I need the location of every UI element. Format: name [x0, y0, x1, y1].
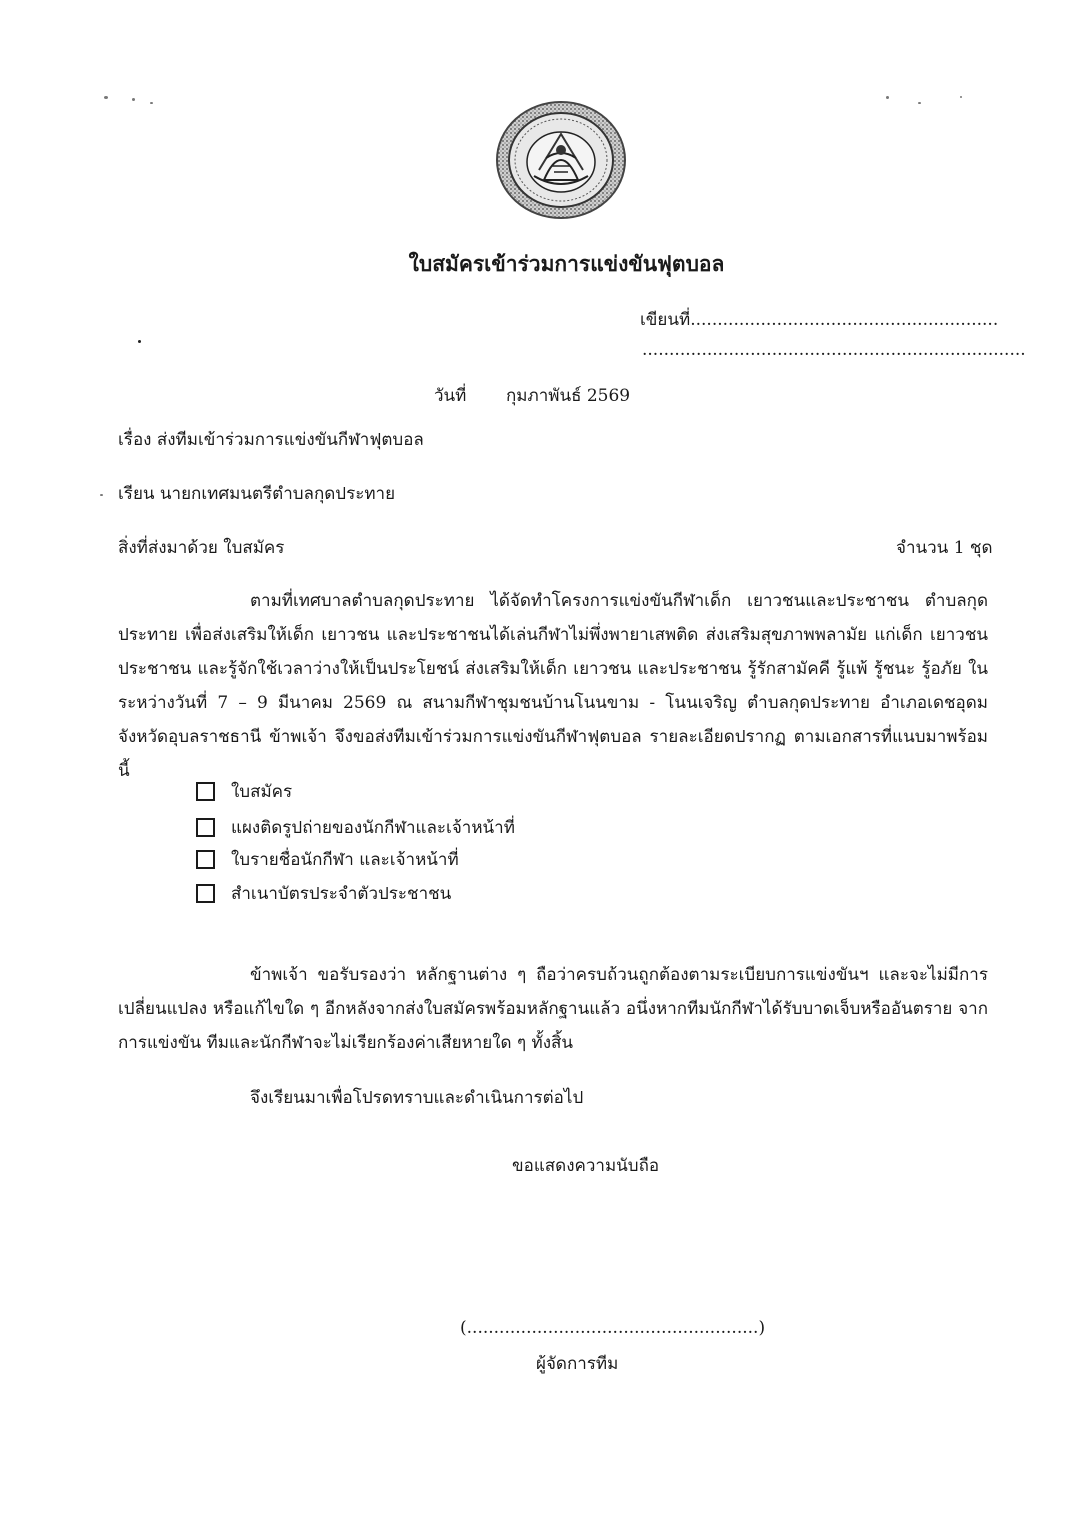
- date-value: กุมภาพันธ์ 2569: [506, 386, 631, 406]
- address-line: .......................................................................: [642, 340, 1026, 360]
- checklist-item: [196, 846, 459, 872]
- scan-speck: [138, 340, 141, 343]
- checklist-item: [196, 814, 515, 840]
- enclosure-label: สิ่งที่ส่งมาด้วย ใบสมัคร: [118, 538, 285, 558]
- checklist-item-label: สำเนาบัตรประจำตัวประชาชน: [231, 883, 452, 904]
- checklist-item-label: แผงติดรูปถ่ายของนักกีฬาและเจ้าหน้าที่: [231, 817, 515, 838]
- regards-text: ขอแสดงความนับถือ: [512, 1156, 660, 1176]
- checklist-item: [196, 880, 451, 906]
- scan-speck: [100, 494, 103, 496]
- subject-line: เรื่อง ส่งทีมเข้าร่วมการแข่งขันกีฬาฟุตบอล: [118, 430, 424, 450]
- signer-title: ผู้จัดการทีม: [536, 1354, 619, 1374]
- checklist-item-label: ใบสมัคร: [231, 781, 293, 802]
- scan-speck: [104, 96, 108, 99]
- checklist-item: [196, 778, 292, 804]
- scan-speck: [150, 102, 153, 104]
- checkbox-icon[interactable]: [196, 818, 215, 837]
- scan-speck: [960, 96, 962, 98]
- checkbox-icon[interactable]: [196, 850, 215, 869]
- closing-line: จึงเรียนมาเพื่อโปรดทราบและดำเนินการต่อไป: [250, 1088, 584, 1108]
- signature-line: (......................................................): [460, 1318, 766, 1338]
- body-paragraph-1: ตามที่เทศบาลตำบลกุดประทาย ได้จัดทำโครงการแข่งขันกีฬาเด็ก เยาวชนและประชาชน ตำบลกุดประทาย เพื่อส่งเสริมให้เด็ก เยาวชน และประชาชนได้เล่นกีฬาไม่พึ่งพายาเสพติด ส่งเสริมสุขภาพพลามัย แก่เด็ก เยาวชน ประชาชน และรู้จักใช้เวลาว่างให้เป็นประโยชน์ ส่งเสริมให้เด็ก เยาวชน และประชาชน รู้รักสามัคคี รู้แพ้ รู้ชนะ รู้อภัย ในระหว่างวันที่ 7 – 9 มีนาคม 2569 ณ สนามกีฬาชุมชนบ้านโนนขาม - โนนเจริญ ตำบลกุดประทาย อำเภอเดชอุดม จังหวัดอุบลราชธานี ข้าพเจ้า จึงขอส่งทีมเข้าร่วมการแข่งขันกีฬาฟุตบอล รายละเอียดปรากฏ ตามเอกสารที่แนบมาพร้อมนี้: [118, 591, 988, 781]
- enclosure-amount: จำนวน 1 ชุด: [896, 538, 993, 558]
- date-label: วันที่: [434, 386, 467, 406]
- checklist-item-label: ใบรายชื่อนักกีฬา และเจ้าหน้าที่: [231, 849, 459, 870]
- checkbox-icon[interactable]: [196, 782, 215, 801]
- body-paragraph-2: ข้าพเจ้า ขอรับรองว่า หลักฐานต่าง ๆ ถือว่าครบถ้วนถูกต้องตามระเบียบการแข่งขันฯ และจะไม่มีการ เปลี่ยนแปลง หรือแก้ไขใด ๆ อีกหลังจากส่งใบสมัครพร้อมหลักฐานแล้ว อนึ่งหากทีมนักกีฬาได้รับบาดเจ็บหรืออันตราย จากการแข่งขัน ทีมและนักกีฬาจะไม่เรียกร้องค่าเสียหายใด ๆ ทั้งสิ้น: [118, 965, 988, 1053]
- scan-speck: [132, 98, 135, 101]
- municipal-seal-icon: [494, 100, 628, 220]
- checkbox-icon[interactable]: [196, 884, 215, 903]
- recipient-line: เรียน นายกเทศมนตรีตำบลกุดประทาย: [118, 484, 396, 504]
- scan-speck: [918, 102, 921, 104]
- document-title: ใบสมัครเข้าร่วมการแข่งขันฟุตบอล: [408, 251, 725, 276]
- written-at-line: เขียนที่.........................................................: [640, 310, 999, 330]
- scan-speck: [886, 96, 889, 99]
